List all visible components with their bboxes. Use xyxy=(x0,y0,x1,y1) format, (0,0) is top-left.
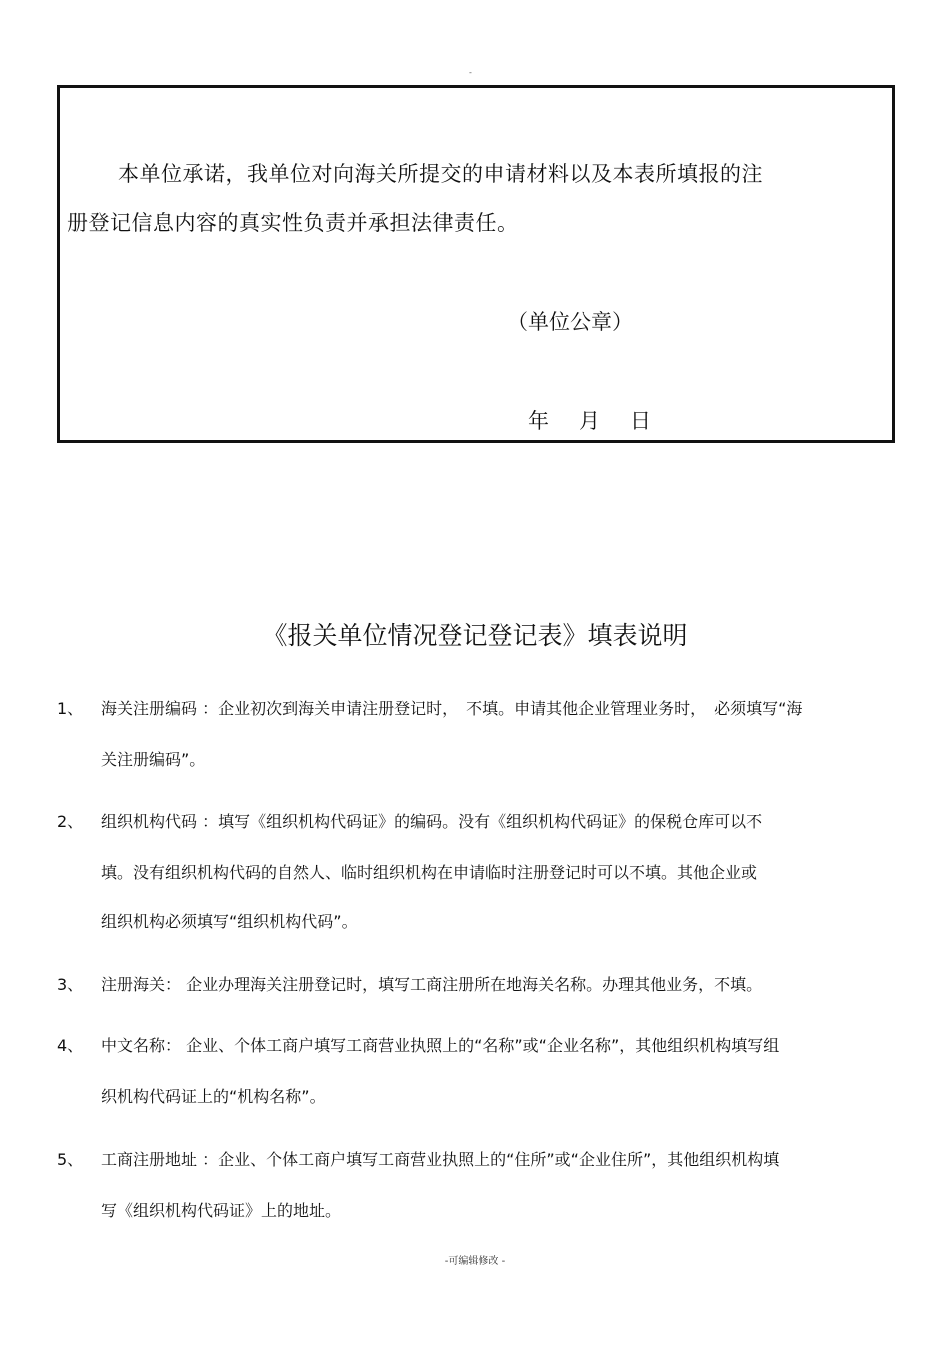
item-text-line: 组织机构代码 ：填写《组织机构代码证》的编码。没有《组织机构代码证》的保税仓库可以不 xyxy=(101,812,763,831)
item-number: 3、 xyxy=(57,975,84,994)
page-top-mark: - xyxy=(469,68,472,77)
item-text-line: 工商注册地址 ：企业、个体工商户填写工商营业执照上的“住所”或“企业住所”，其他组织机构填 xyxy=(101,1150,780,1169)
page-footer: -可编辑修改 - xyxy=(444,1256,506,1267)
item-text-line: 中文名称： 企业、个体工商户填写工商营业执照上的“名称”或“企业名称”，其他组织机构填写组 xyxy=(101,1036,780,1055)
item-text-line: 填。没有组织机构代码的自然人、临时组织机构在申请临时注册登记时可以不填。其他企业或 xyxy=(101,863,758,882)
item-number: 1、 xyxy=(57,699,84,718)
item-text-line: 组织机构必须填写“组织机构代码”。 xyxy=(101,912,358,931)
date-line xyxy=(528,405,651,435)
item-text-line: 海关注册编码 ：企业初次到海关申请注册登记时， 不填。申请其他企业管理业务时， 必须填写“海 xyxy=(101,699,803,718)
item-text-line: 织机构代码证上的“机构名称”。 xyxy=(101,1087,326,1106)
date-day-label: 日 xyxy=(630,409,651,433)
item-text-line: 写《组织机构代码证》上的地址。 xyxy=(101,1201,342,1220)
commitment-box xyxy=(57,85,895,443)
commitment-text-line-2: 册登记信息内容的真实性负责并承担法律责任。 xyxy=(67,211,519,235)
commitment-text-line-1: 本单位承诺，我单位对向海关所提交的申请材料以及本表所填报的注 xyxy=(118,162,763,186)
date-month-label: 月 xyxy=(579,409,600,433)
instructions-title: 《报关单位情况登记登记表》填表说明 xyxy=(262,621,688,650)
item-number: 5、 xyxy=(57,1150,84,1169)
item-number: 4、 xyxy=(57,1036,84,1055)
item-text-line: 注册海关： 企业办理海关注册登记时，填写工商注册所在地海关名称。办理其他业务，不填。 xyxy=(101,975,763,994)
item-number: 2、 xyxy=(57,812,84,831)
unit-seal-label: （单位公章） xyxy=(507,310,633,334)
date-year-label: 年 xyxy=(528,409,549,433)
item-text-line: 关注册编码”。 xyxy=(101,750,206,769)
